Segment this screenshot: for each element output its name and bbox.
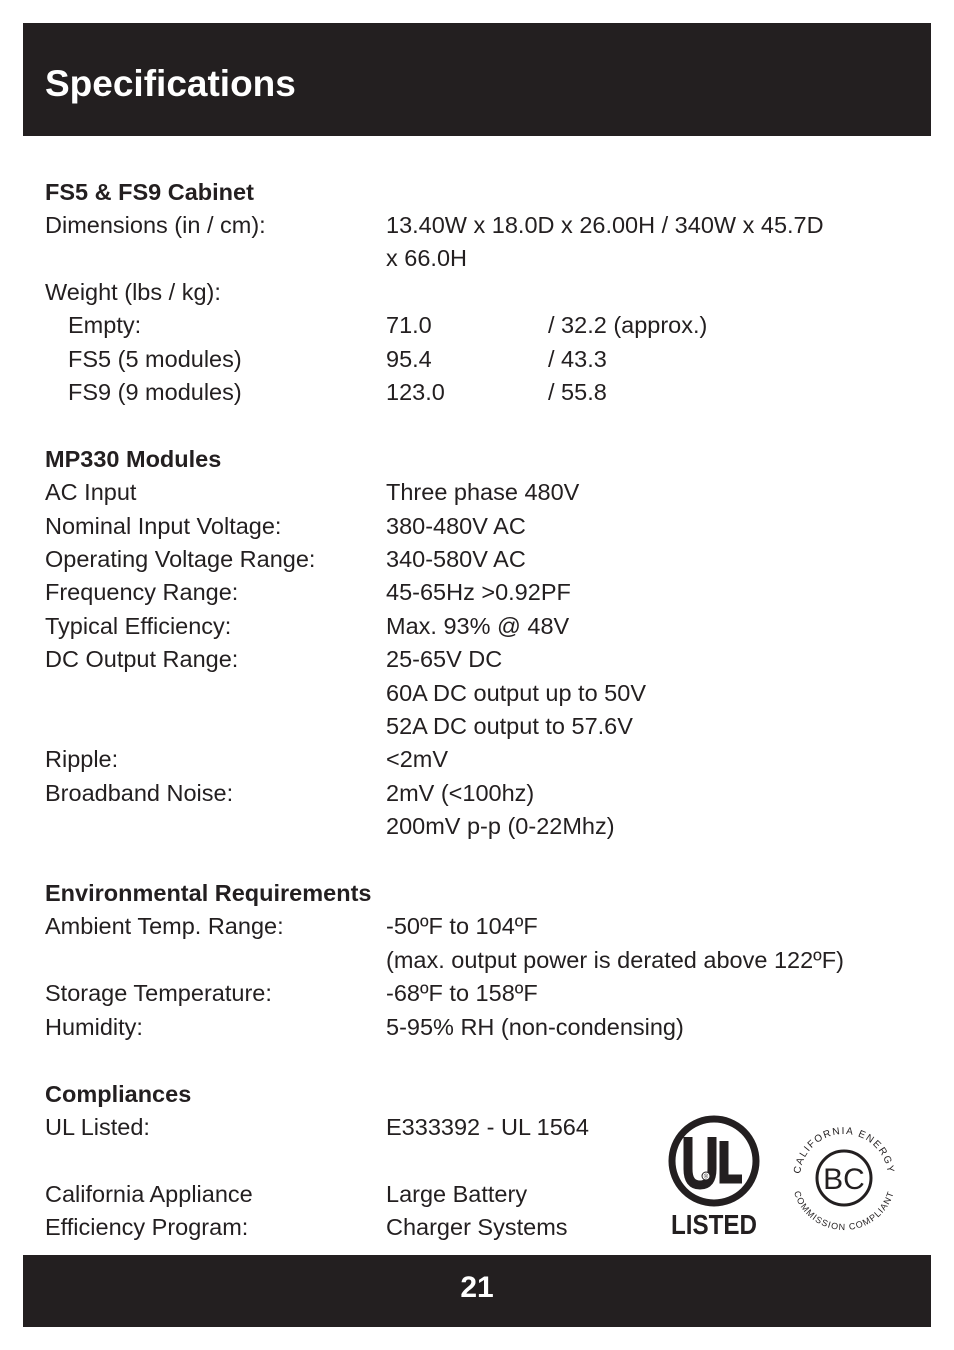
listed-text: LISTED bbox=[671, 1209, 757, 1240]
dimensions-value-cont: x 66.0H bbox=[386, 245, 467, 271]
spec-label: AC Input bbox=[45, 479, 137, 505]
weight-row-kg: / 32.2 (approx.) bbox=[548, 312, 708, 338]
footer-bar bbox=[23, 1255, 931, 1327]
spec-value: 380-480V AC bbox=[386, 513, 526, 539]
section-heading-mp330: MP330 Modules bbox=[45, 446, 222, 472]
weight-row-label: Empty: bbox=[68, 312, 142, 338]
weight-row-label: FS9 (9 modules) bbox=[68, 379, 242, 405]
ul-listed-logo bbox=[666, 1115, 762, 1240]
spec-label: Humidity: bbox=[45, 1014, 143, 1040]
weight-row-kg: / 55.8 bbox=[548, 379, 607, 405]
spec-value: Max. 93% @ 48V bbox=[386, 613, 570, 639]
dimensions-label: Dimensions (in / cm): bbox=[45, 212, 266, 238]
spec-value: 45-65Hz >0.92PF bbox=[386, 579, 571, 605]
spec-value: 200mV p-p (0-22Mhz) bbox=[386, 813, 615, 839]
registered-mark: ® bbox=[703, 1174, 709, 1181]
spec-value: 52A DC output to 57.6V bbox=[386, 713, 633, 739]
spec-label: Ripple: bbox=[45, 746, 119, 772]
ca-value: Large Battery bbox=[386, 1181, 528, 1207]
spec-value: Three phase 480V bbox=[386, 479, 580, 505]
page-number: 21 bbox=[460, 1271, 494, 1304]
bc-text: BC bbox=[823, 1163, 865, 1196]
spec-value: 340-580V AC bbox=[386, 546, 526, 572]
spec-label: Storage Temperature: bbox=[45, 980, 272, 1006]
weight-row-lbs: 123.0 bbox=[386, 379, 445, 405]
spec-value: 2mV (<100hz) bbox=[386, 780, 535, 806]
spec-value: 5-95% RH (non-condensing) bbox=[386, 1014, 684, 1040]
bc-top-arc-text: CALIFORNIA ENERGY bbox=[792, 1125, 896, 1175]
ca-label-cont: Efficiency Program: bbox=[45, 1214, 249, 1240]
spec-label: Ambient Temp. Range: bbox=[45, 913, 284, 939]
spec-value: -68ºF to 158ºF bbox=[386, 980, 538, 1006]
spec-label: DC Output Range: bbox=[45, 646, 239, 672]
bc-bottom-arc-text: COMMISSION COMPLIANT bbox=[791, 1189, 896, 1233]
spec-label: Operating Voltage Range: bbox=[45, 546, 316, 572]
weight-row-lbs: 95.4 bbox=[386, 346, 432, 372]
spec-label: Broadband Noise: bbox=[45, 780, 234, 806]
spec-label: Nominal Input Voltage: bbox=[45, 513, 282, 539]
section-heading-cabinet: FS5 & FS9 Cabinet bbox=[45, 179, 254, 205]
page-title: Specifications bbox=[45, 63, 296, 104]
weight-row-kg: / 43.3 bbox=[548, 346, 607, 372]
spec-label: Frequency Range: bbox=[45, 579, 239, 605]
ul-value: E333392 - UL 1564 bbox=[386, 1114, 589, 1140]
ca-label: California Appliance bbox=[45, 1181, 253, 1207]
spec-value: 60A DC output up to 50V bbox=[386, 680, 646, 706]
spec-value: 25-65V DC bbox=[386, 646, 503, 672]
spec-value: <2mV bbox=[386, 746, 449, 772]
section-heading-compliances: Compliances bbox=[45, 1081, 192, 1107]
bc-compliance-logo bbox=[782, 1116, 906, 1240]
dimensions-value: 13.40W x 18.0D x 26.00H / 340W x 45.7D bbox=[386, 212, 824, 238]
section-heading-environmental: Environmental Requirements bbox=[45, 880, 372, 906]
spec-value: (max. output power is derated above 122ºF) bbox=[386, 947, 844, 973]
weight-label: Weight (lbs / kg): bbox=[45, 279, 221, 305]
ul-label: UL Listed: bbox=[45, 1114, 150, 1140]
spec-value: -50ºF to 104ºF bbox=[386, 913, 538, 939]
weight-row-lbs: 71.0 bbox=[386, 312, 432, 338]
spec-label: Typical Efficiency: bbox=[45, 613, 232, 639]
weight-row-label: FS5 (5 modules) bbox=[68, 346, 242, 372]
ca-value-cont: Charger Systems bbox=[386, 1214, 568, 1240]
header-bar bbox=[23, 23, 931, 136]
